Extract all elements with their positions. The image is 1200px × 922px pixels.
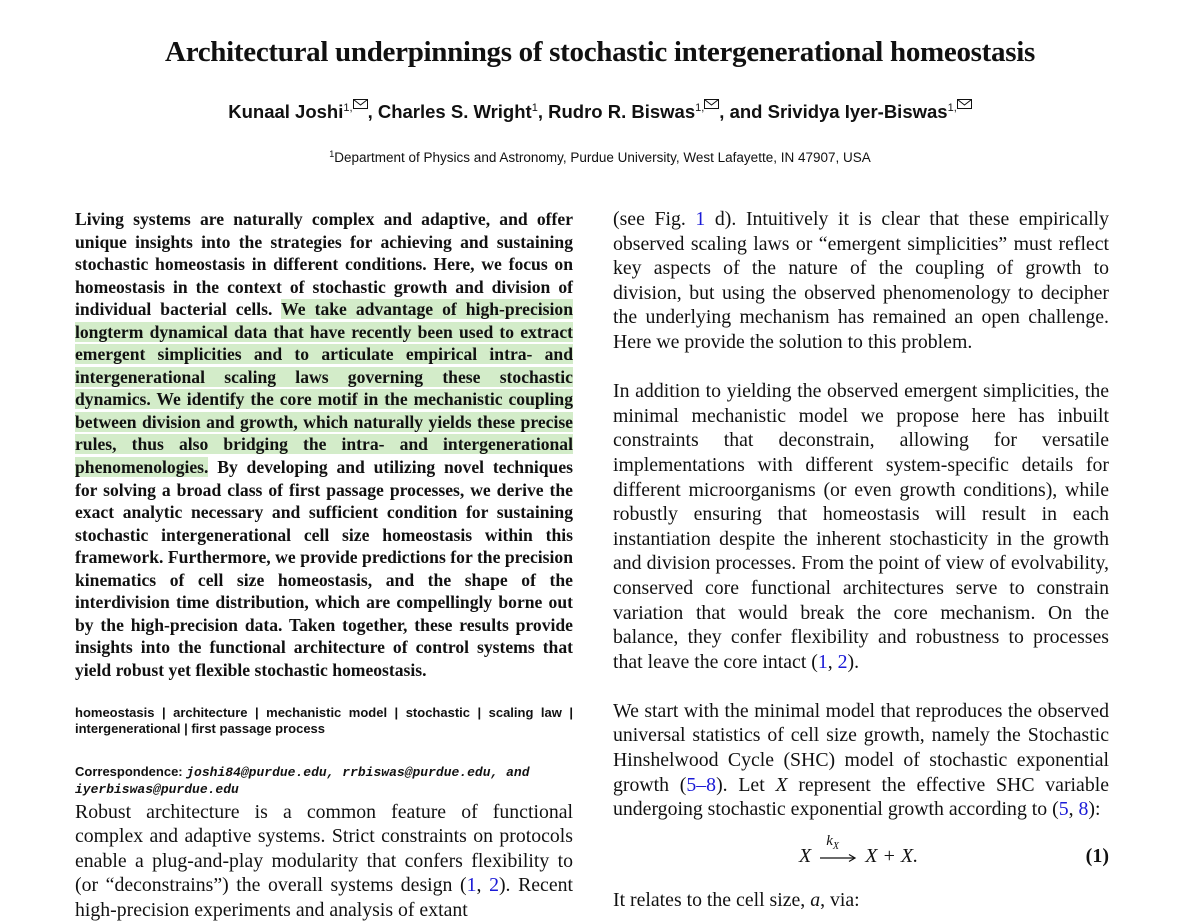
author-name: Kunaal Joshi xyxy=(228,101,344,122)
intro-paragraph: Robust architecture is a common feature of functional complex and adaptive systems. Strict constraints on protocols enable a plug-and-play modularity that confers flexibility to (or “deconstrains”) the overall systems design (1, 2). Recent high-precision experiments and analysis of extant xyxy=(75,801,573,921)
math-variable: a xyxy=(810,889,821,911)
equation-body xyxy=(799,833,919,868)
email-envelope-icon xyxy=(704,99,719,109)
math-variable: X xyxy=(775,773,788,796)
paragraph: (see Fig. 1 d). Intuitively it is clear that these empirically observed scaling laws or “emergent simplicities” must reflect key aspects of the nature of the coupling of growth to division, but using the observed phenomenology to decipher the underlying mechanism has remained an open challenge. Here we provide the solution to this problem. xyxy=(613,208,1109,353)
affiliation-text: Department of Physics and Astronomy, Purdue University, West Lafayette, IN 47907, USA xyxy=(334,150,871,165)
citation-link[interactable]: 8 xyxy=(1078,798,1089,821)
affiliation xyxy=(0,149,1200,165)
right-column xyxy=(613,207,1109,846)
equation-lhs: X xyxy=(799,845,812,867)
keywords: homeostasis | architecture | mechanistic model | stochastic | scaling law | intergenerational | first passage process xyxy=(75,705,573,736)
email-envelope-icon xyxy=(957,99,972,109)
citation-link[interactable]: 5 xyxy=(1058,798,1069,821)
correspondence-label: Correspondence: xyxy=(75,764,187,779)
abstract-text: Living systems are naturally complex and adaptive, and offer unique insights into the strategies for achieving and sustaining stochastic homeostasis in different conditions. Here, we focus on homeostasis in the context of stochastic growth and division of individual bacterial cells. xyxy=(75,209,573,320)
citation-link[interactable]: 5–8 xyxy=(686,773,717,796)
rate-constant: $k_X$ xyxy=(826,833,839,853)
author-name: Srividya Iyer-Biswas xyxy=(767,101,948,122)
author-affil-sup: 1, xyxy=(947,102,957,114)
equation-rhs: X + X. xyxy=(865,845,919,867)
equation-1 xyxy=(613,833,1109,880)
correspondence-emails[interactable]: joshi84@purdue.edu, rrbiswas@purdue.edu, and iyerbiswas@purdue.edu xyxy=(75,765,530,797)
author-list: Kunaal Joshi$^{1,}$ , Charles S. Wright$^1$, Rudro R. Biswas$^{1,}$ , and Srividya Iyer-Biswas$^{1,}$ xyxy=(0,99,1200,123)
email-envelope-icon xyxy=(353,99,368,109)
affiliation-sup: 1 xyxy=(329,149,335,159)
abstract xyxy=(75,208,573,681)
paper-title: Architectural underpinnings of stochastic intergenerational homeostasis xyxy=(165,36,1035,68)
author-affil-sup: 1, xyxy=(695,102,705,114)
abstract-text: By developing and utilizing novel techniques for solving a broad class of first passage processes, we derive the exact analytic necessary and sufficient condition for sustaining stochastic intergenerational cell size homeostasis within this framework. Furthermore, we provide predictions for the precision kinematics of cell size homeostasis, and the shape of the interdivision time distribution, which are compellingly borne out by the high-precision data. Taken together, these results provide insights into the functional architecture of control systems that yield robust yet flexible stochastic homeostasis. xyxy=(75,457,573,680)
citation-link[interactable]: 1 xyxy=(817,650,828,673)
paragraph: We start with the minimal model that reproduces the observed universal statistics of cell size growth, namely the Stochastic Hinshelwood Cycle (SHC) model of stochastic exponential growth (5–8). Let X represent the effective SHC variable undergoing stochastic exponential growth according to (5, 8): xyxy=(613,699,1109,821)
right-arrow-icon xyxy=(818,853,858,863)
paragraph-partial: It relates to the cell size, a, via: xyxy=(613,889,860,911)
abstract-highlight[interactable]: We take advantage of high-precision longterm dynamical data that have recently been used to extract emergent simplicities and to articulate empirical intra- and intergenerational scaling laws governing these stochastic dynamics. We identify the core motif in the mechanistic coupling between division and growth, which naturally yields these precise rules, thus also bridging the intra- and intergenerational phenomenologies. xyxy=(75,299,573,478)
citation-link[interactable]: 2 xyxy=(837,650,848,673)
citation-link[interactable]: 2 xyxy=(489,874,499,897)
author-affil-sup: 1, xyxy=(343,102,353,114)
figure-link[interactable]: 1 xyxy=(695,208,706,230)
equation-number: (1) xyxy=(1085,845,1109,867)
author-name: Charles S. Wright xyxy=(377,101,532,122)
citation-link[interactable]: 1 xyxy=(466,874,477,897)
author-name: Rudro R. Biswas xyxy=(548,101,696,122)
author-affil-sup: 1 xyxy=(531,102,538,114)
reaction-arrow xyxy=(818,833,858,867)
paragraph: In addition to yielding the observed emergent simplicities, the minimal mechanistic model we propose here has inbuilt constraints that deconstrain, allowing for versatile implementations with different system-specific details for different microorganisms (or even growth conditions), while robustly ensuring that homeostasis will result in each instantiation despite the inherent stochasticity in the growth and division processes. From the point of view of evolvability, conserved core functional architectures serve to constrain variation that would break the core mechanism. On the balance, they confer flexibility and robustness to processes that leave the core intact (1, 2). xyxy=(613,380,1109,673)
correspondence xyxy=(75,764,573,798)
